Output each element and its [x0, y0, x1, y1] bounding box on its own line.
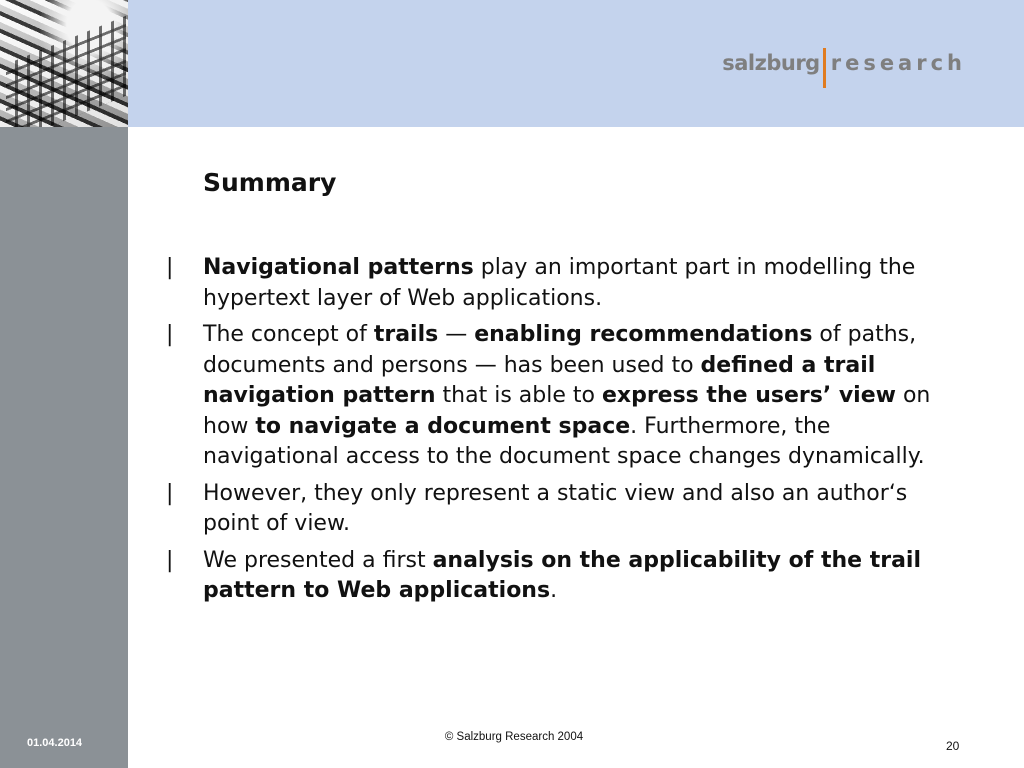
bullet-item [166, 546, 956, 607]
bullet-marker: | [166, 547, 174, 573]
bullet-item [166, 479, 956, 540]
bullet-text-bold: trails [373, 322, 439, 347]
bullet-text: that is able to [435, 383, 602, 408]
logo-text-salzburg: salzburg [722, 51, 820, 75]
bullet-text: play an important part in modelling the hypertext layer of Web applications. [203, 255, 916, 311]
bullet-item [166, 320, 956, 473]
page-number: 20 [946, 739, 960, 753]
logo-text-research: research [830, 51, 966, 75]
bullet-text-bold: defined a trail navigation pattern [203, 352, 876, 408]
bullet-text-bold: express the users’ view [601, 383, 896, 408]
bullet-text: on how [203, 383, 931, 439]
header-band [128, 0, 1024, 127]
bullet-text: The concept of [203, 322, 374, 347]
bullet-text: . Furthermore, the navigational access to the document space changes dynamically. [203, 413, 925, 469]
bullet-text: However, they only represent a static view and also an author‘s point of view. [203, 480, 908, 536]
bullet-marker: | [166, 322, 174, 347]
footer-copyright: © Salzburg Research 2004 [444, 731, 584, 743]
bullet-text: . [550, 578, 558, 603]
bullet-marker: | [166, 480, 174, 506]
bullet-marker: | [166, 255, 174, 280]
bullet-text: — [438, 322, 475, 347]
bullet-item [166, 253, 956, 314]
bullet-text: of paths, documents and persons — has been used to [203, 322, 917, 378]
bullet-text-bold: analysis on the applicability of the trail pattern to Web applications [203, 547, 921, 603]
bullet-text-bold: enabling recommendations [474, 322, 813, 347]
bullet-text-bold: Navigational patterns [203, 255, 474, 280]
logo-divider-bar [823, 48, 826, 88]
bullet-text: We presented a first [203, 547, 433, 573]
footer-date: 01.04.2014 [27, 737, 83, 749]
bullet-text-bold: to navigate a document space [255, 413, 631, 439]
corner-photo [0, 0, 128, 127]
slide-title: Summary [203, 168, 337, 197]
salzburg-research-logo [722, 48, 966, 92]
bullet-list [166, 253, 956, 613]
